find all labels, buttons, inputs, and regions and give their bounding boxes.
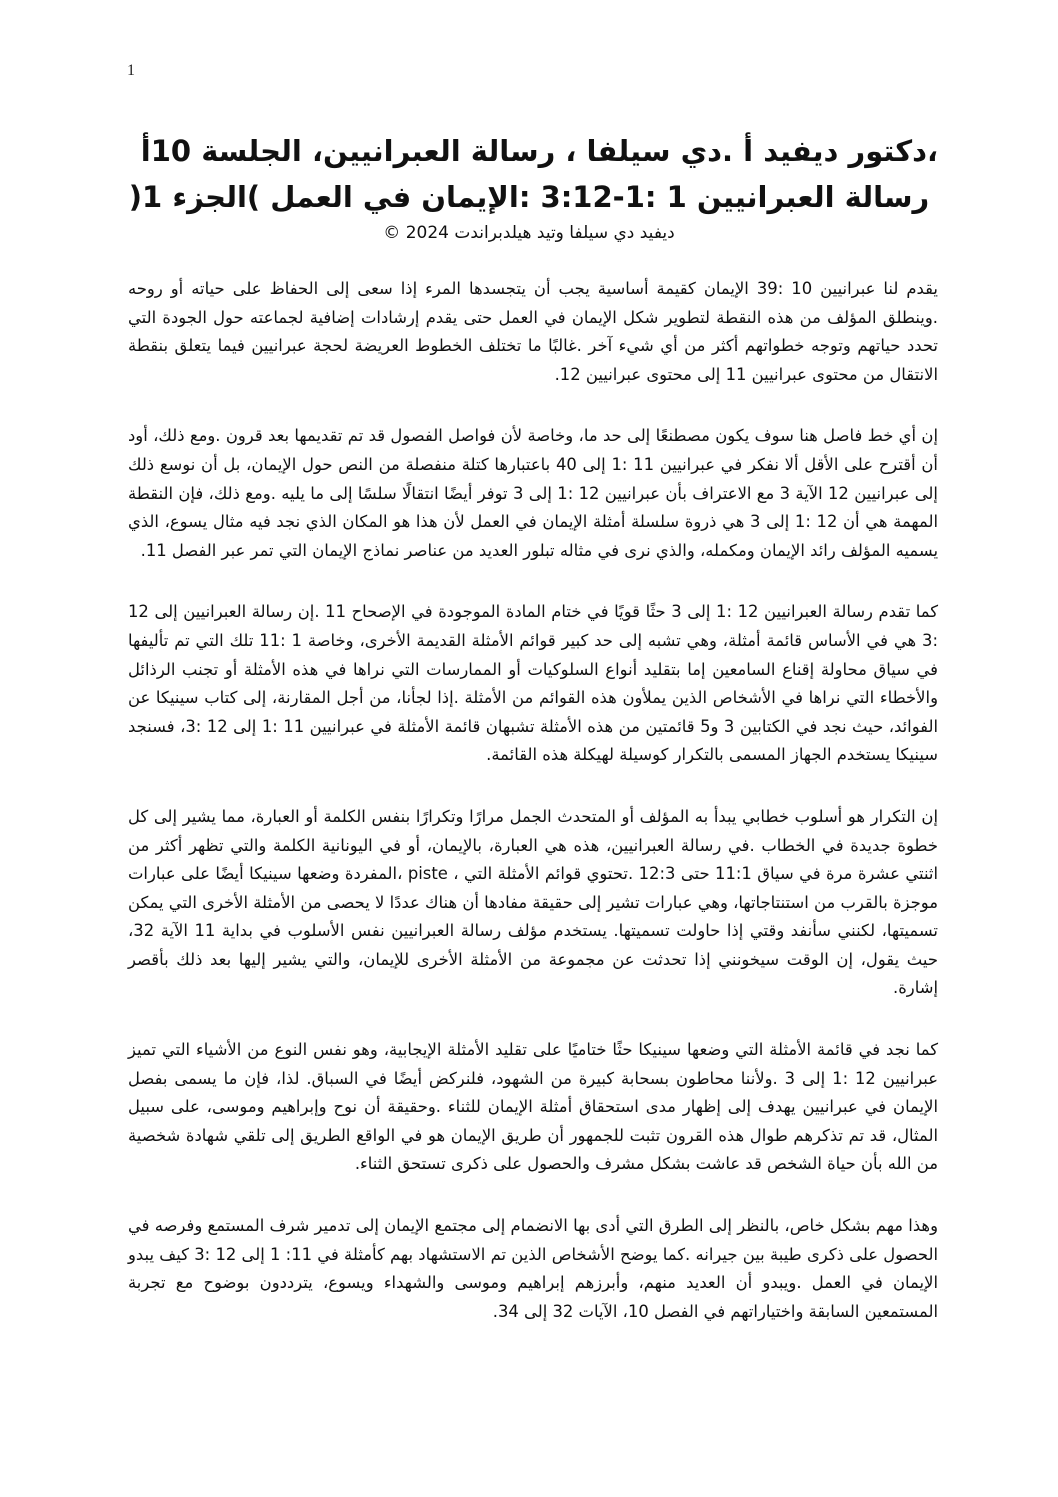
body-paragraph: إن أي خط فاصل هنا سوف يكون مصطنعًا إلى حد ما، وخاصة لأن فواصل الفصول قد تم تقديمها بعد قرون .ومع ذلك، أود أن أقترح على الأقل ألا نفكر في عبرانيين 11 :1 إلى 40 باعتبارها كتلة منفصلة من النص حول الإيمان، بل أن نوسع ذلك إلى عبرانيين 12 الآية 3 مع الاعتراف بأن عبرانيين 12 :1 إلى 3 توفر أيضًا انتقالًا سلسًا إلى ما يليه .ومع ذلك، فإن النقطة المهمة هي أن 12 :1 إلى 3 هي ذروة سلسلة أمثلة الإيمان في العمل لأن هذا هو المكان الذي نجد فيه مثال يسوع، الذي يسميه المؤلف رائد الإيمان ومكمله، والذي نرى في مثاله تبلور العديد من عناصر نماذج الإيمان التي تمر عبر الفصل 11. [128, 426, 938, 560]
document-header [120, 128, 938, 246]
copyright-line: ديفيد دي سيلفا وتيد هيلدبراندت 2024 © [383, 223, 675, 243]
body-paragraph: كما تقدم رسالة العبرانيين 12 :1 إلى 3 حثًا قويًا في ختام المادة الموجودة في الإصحاح 11 .إن رسالة العبرانيين إلى 12 :3 هي في الأساس قائمة أمثلة، وهي تشبه إلى حد كبير قوائم الأمثلة القديمة الأخرى، وخاصة 1 :11 تلك التي تم تأليفها في سياق محاولة إقناع السامعين إما بتقليد أنواع السلوكيات أو الممارسات التي نراها في هذه الأمثلة أو تجنب الرذائل والأخطاء التي نراها في الأشخاص الذين يملأون هذه القوائم من الأمثلة .إذا لجأنا، من أجل المقارنة، إلى كتاب سينيكا عن الفوائد، حيث نجد في الكتابين 3 و5 قائمتين من هذه الأمثلة تشبهان قائمة الأمثلة في عبرانيين 11 :1 إلى 12 :3، فسنجد سينيكا يستخدم الجهاز المسمى بالتكرار كوسيلة لهيكلة هذه القائمة. [128, 602, 939, 765]
document-title-line-1: ،دكتور ديفيد أ .دي سيلفا ، رسالة العبرانيين، الجلسة 10أ [140, 134, 938, 168]
document-body [128, 275, 938, 1359]
body-paragraph: وهذا مهم بشكل خاص، بالنظر إلى الطرق التي أدى بها الانضمام إلى مجتمع الإيمان إلى تدمير شرف المستمع وفرصه في الحصول على ذكرى طيبة بين جيرانه .كما يوضح الأشخاص الذين تم الاستشهاد بهم كأمثلة في 11: 1 إلى 12 :3 كيف يبدو الإيمان في العمل .ويبدو أن العديد منهم، وأبرزهم إبراهيم وموسى والشهداء ويسوع، يترددون بوضوح مع تجربة المستمعين السابقة واختياراتهم في الفصل 10، الآيات 32 إلى 34. [128, 1216, 938, 1321]
body-paragraph: إن التكرار هو أسلوب خطابي يبدأ به المؤلف أو المتحدث الجمل مرارًا وتكرارًا بنفس الكلمة أو العبارة، مما يشير إلى كل خطوة جديدة في الخطاب .في رسالة العبرانيين، هذه هي العبارة، بالإيمان، أو في اليونانية الكلمة والتي تظهر أكثر من اثنتي عشرة مرة في سياق 11:1 حتى 12:3 .تحتوي قوائم الأمثلة التي ، piste ،المفردة وضعها سينيكا أيضًا على عبارات موجزة بالقرب من استنتاجاتها، وهي عبارات تشير إلى حقيقة مفادها أن هناك عددًا لا يحصى من الأمثلة الأخرى التي يمكن تسميتها، لكنني سأنفد وقتي إذا حاولت تسميتها. يستخدم مؤلف رسالة العبرانيين نفس الأسلوب في بداية 11 الآية 32، حيث يقول، إن الوقت سيخونني إذا تحدثت عن مجموعة من الأمثلة الأخرى للإيمان، والتي يشير إليها بعد ذلك بأقصر إشارة. [128, 806, 938, 998]
document-title-line-2: رسالة العبرانيين 1 :1-3:12 :الإيمان في العمل )الجزء 1( [128, 180, 930, 214]
page-number: 1 [127, 62, 135, 79]
body-paragraph: يقدم لنا عبرانيين 10 :39 الإيمان كقيمة أساسية يجب أن يتجسدها المرء إذا سعى إلى الحفاظ على حياته أو روحه .وينطلق المؤلف من هذه النقطة لتطوير شكل الإيمان في العمل حتى يقدم إرشادات إضافية لجماعته حول الجودة التي تحدد حياتهم وتوجه خطواتهم أكثر من أي شيء آخر .غالبًا ما تختلف الخطوط العريضة لحجة عبرانيين فيما يتعلق بنقطة الانتقال من محتوى عبرانيين 11 إلى محتوى عبرانيين 12. [128, 279, 938, 384]
body-paragraph: كما نجد في قائمة الأمثلة التي وضعها سينيكا حثًا ختاميًا على تقليد الأمثلة الإيجابية، وهو نفس النوع من الأشياء التي تميز عبرانيين 12 :1 إلى 3 .ولأننا محاطون بسحابة كبيرة من الشهود، فلنركض أيضًا في السباق. لذا، فإن ما يسمى بفصل الإيمان في عبرانيين يهدف إلى إظهار مدى استحقاق أمثلة الإيمان للثناء .وحقيقة أن نوح وإبراهيم وموسى، على سبيل المثال، قد تم تذكرهم طوال هذه القرون تثبت للجمهور أن طريق الإيمان هو في الواقع الطريق إلى تلقي شهادة شخصية من الله بأن حياة الشخص قد عاشت بشكل مشرف والحصول على ذكرى تستحق الثناء. [128, 1040, 938, 1174]
